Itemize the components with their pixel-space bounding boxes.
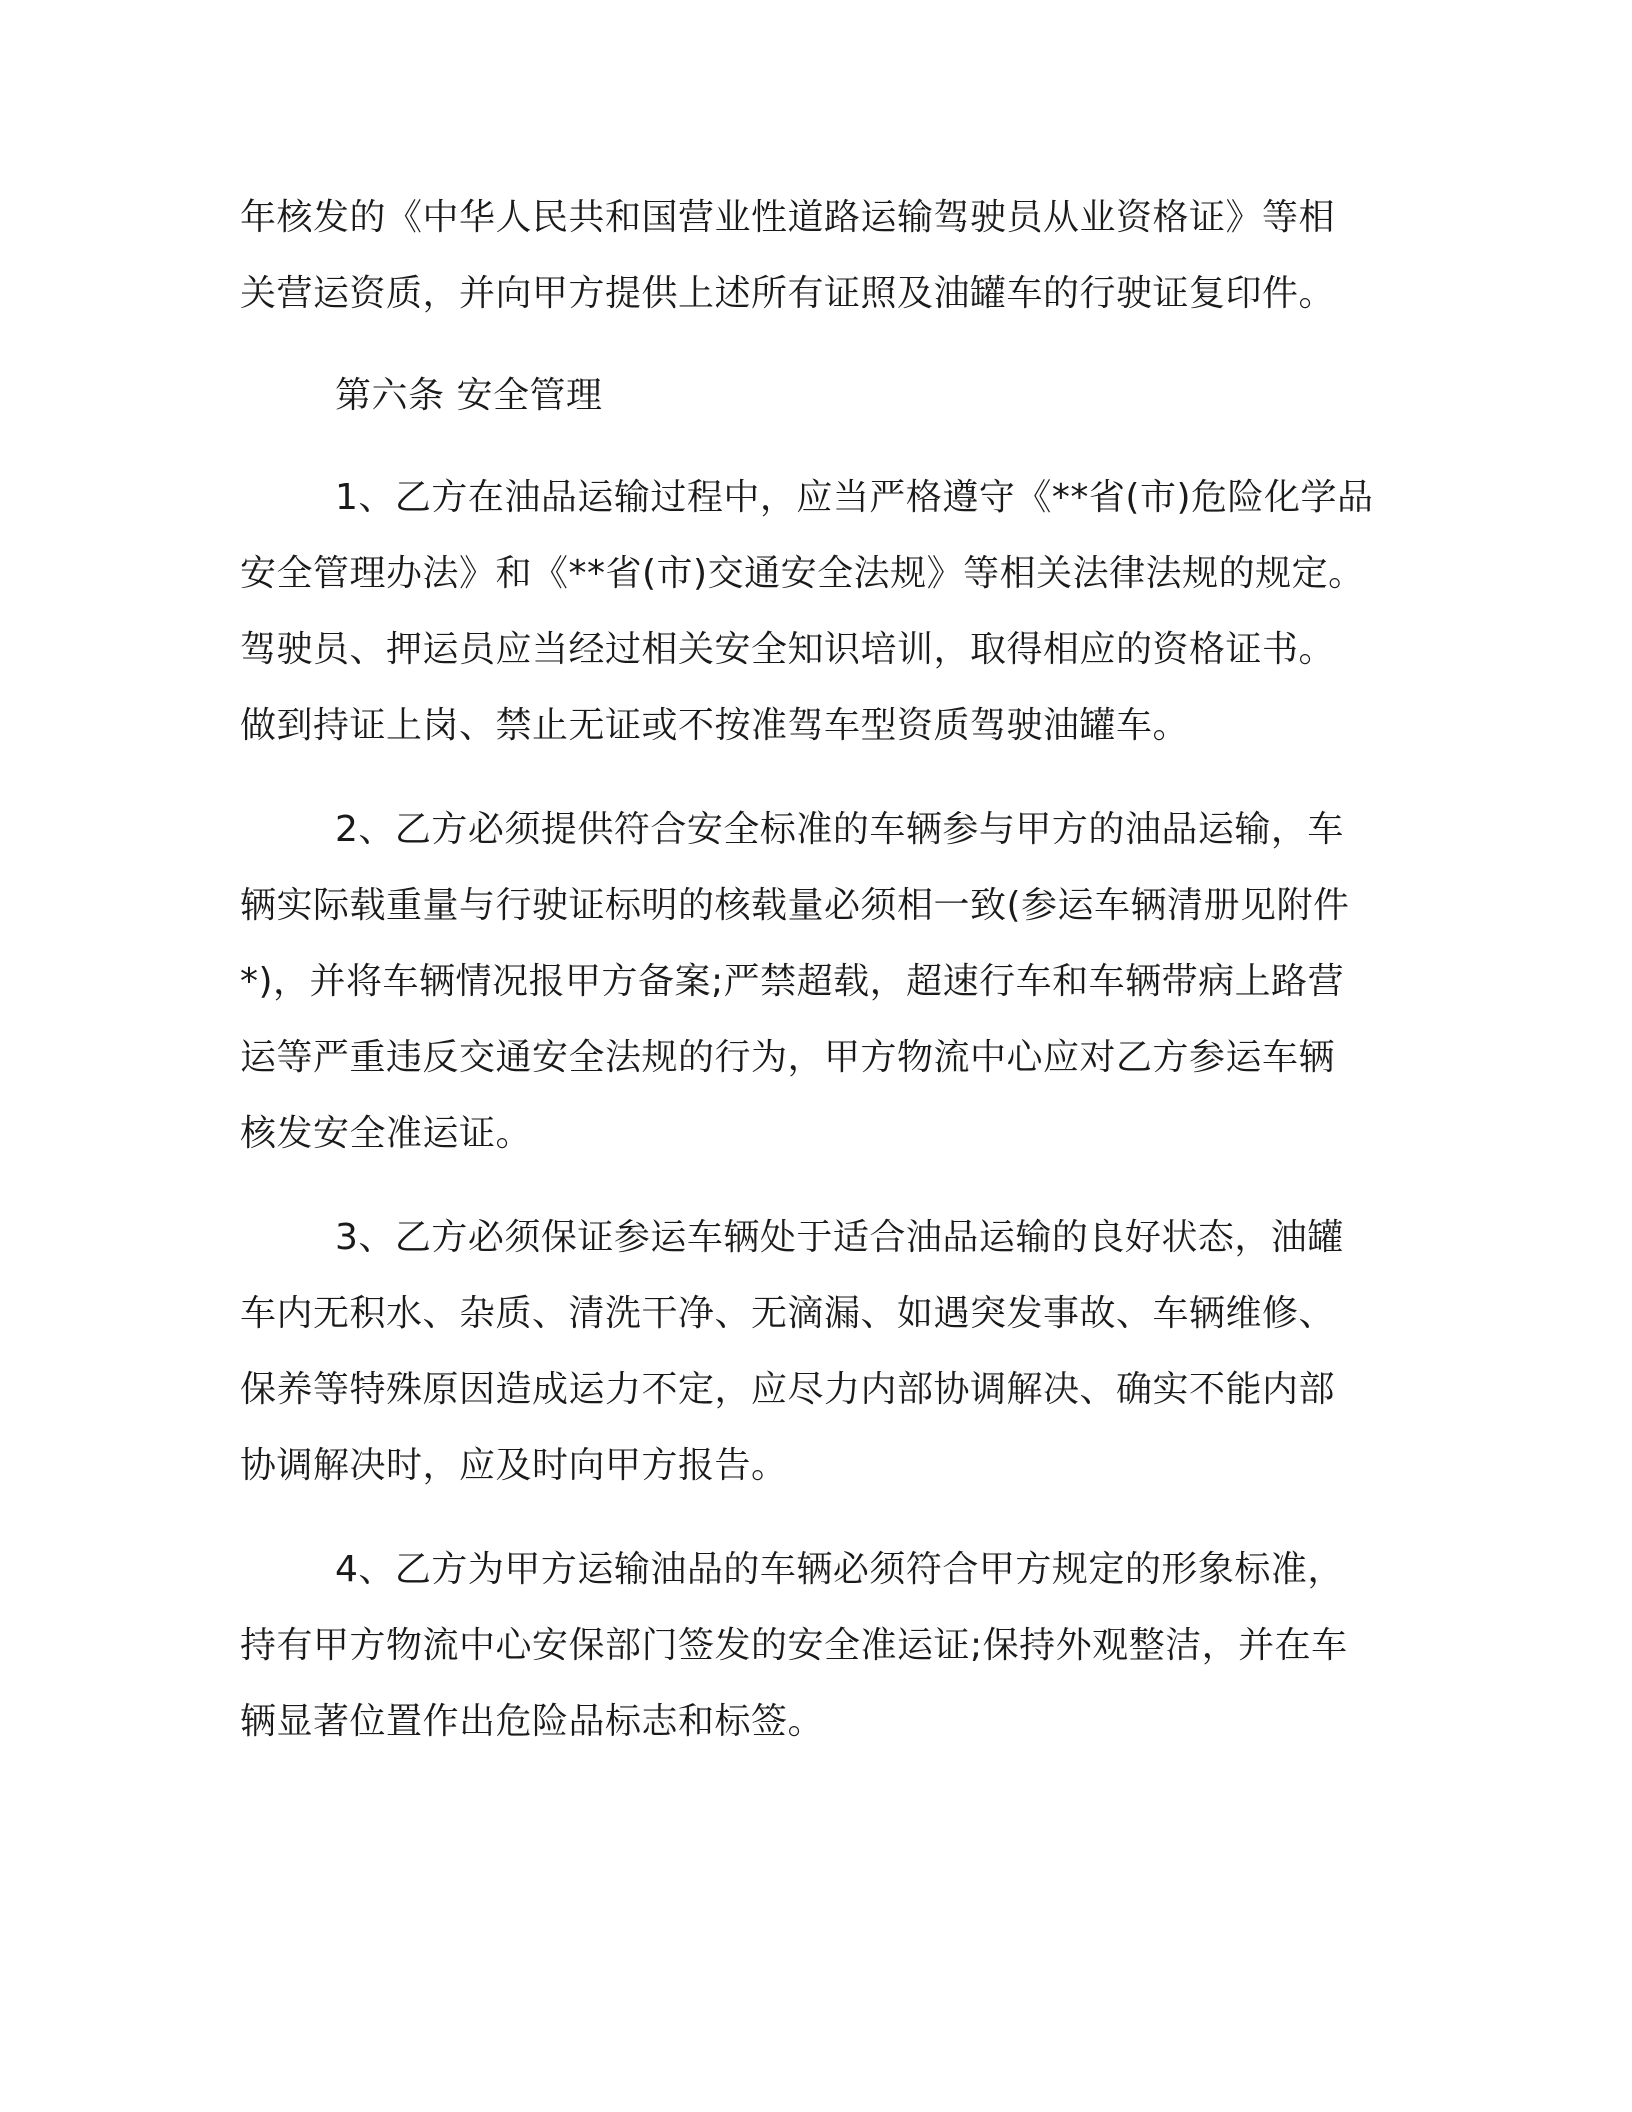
body-text-line: 辆显著位置作出危险品标志和标签。 (240, 1701, 825, 1742)
body-text-line: 3、乙方必须保证参运车辆处于适合油品运输的良好状态，油罐 (335, 1217, 1344, 1258)
body-text-line: *)，并将车辆情况报甲方备案;严禁超载，超速行车和车辆带病上路营 (240, 961, 1345, 1002)
body-text-line: 辆实际载重量与行驶证标明的核载量必须相一致(参运车辆清册见附件 (240, 885, 1350, 926)
body-text-line: 关营运资质，并向甲方提供上述所有证照及油罐车的行驶证复印件。 (240, 273, 1336, 314)
body-text-line: 2、乙方必须提供符合安全标准的车辆参与甲方的油品运输，车 (335, 809, 1344, 850)
body-text-line: 安全管理办法》和《**省(市)交通安全法规》等相关法律法规的规定。 (240, 553, 1365, 594)
body-text-line: 驾驶员、押运员应当经过相关安全知识培训，取得相应的资格证书。 (240, 629, 1336, 670)
body-text-line: 做到持证上岗、禁止无证或不按准驾车型资质驾驶油罐车。 (240, 705, 1190, 746)
body-text-line: 保养等特殊原因造成运力不定，应尽力内部协调解决、确实不能内部 (240, 1369, 1336, 1410)
body-text-line: 车内无积水、杂质、清洗干净、无滴漏、如遇突发事故、车辆维修、 (240, 1293, 1336, 1334)
body-text-line: 协调解决时，应及时向甲方报告。 (240, 1445, 788, 1486)
body-text-line: 4、乙方为甲方运输油品的车辆必须符合甲方规定的形象标准， (335, 1549, 1344, 1590)
body-text-line: 1、乙方在油品运输过程中，应当严格遵守《**省(市)危险化学品 (335, 477, 1374, 518)
body-text-line: 持有甲方物流中心安保部门签发的安全准运证;保持外观整洁，并在车 (240, 1625, 1348, 1666)
body-text-line: 核发安全准运证。 (240, 1113, 533, 1154)
body-text-line: 年核发的《中华人民共和国营业性道路运输驾驶员从业资格证》等相 (240, 197, 1336, 238)
section-heading: 第六条 安全管理 (335, 375, 603, 416)
body-text-line: 运等严重违反交通安全法规的行为，甲方物流中心应对乙方参运车辆 (240, 1037, 1336, 1078)
